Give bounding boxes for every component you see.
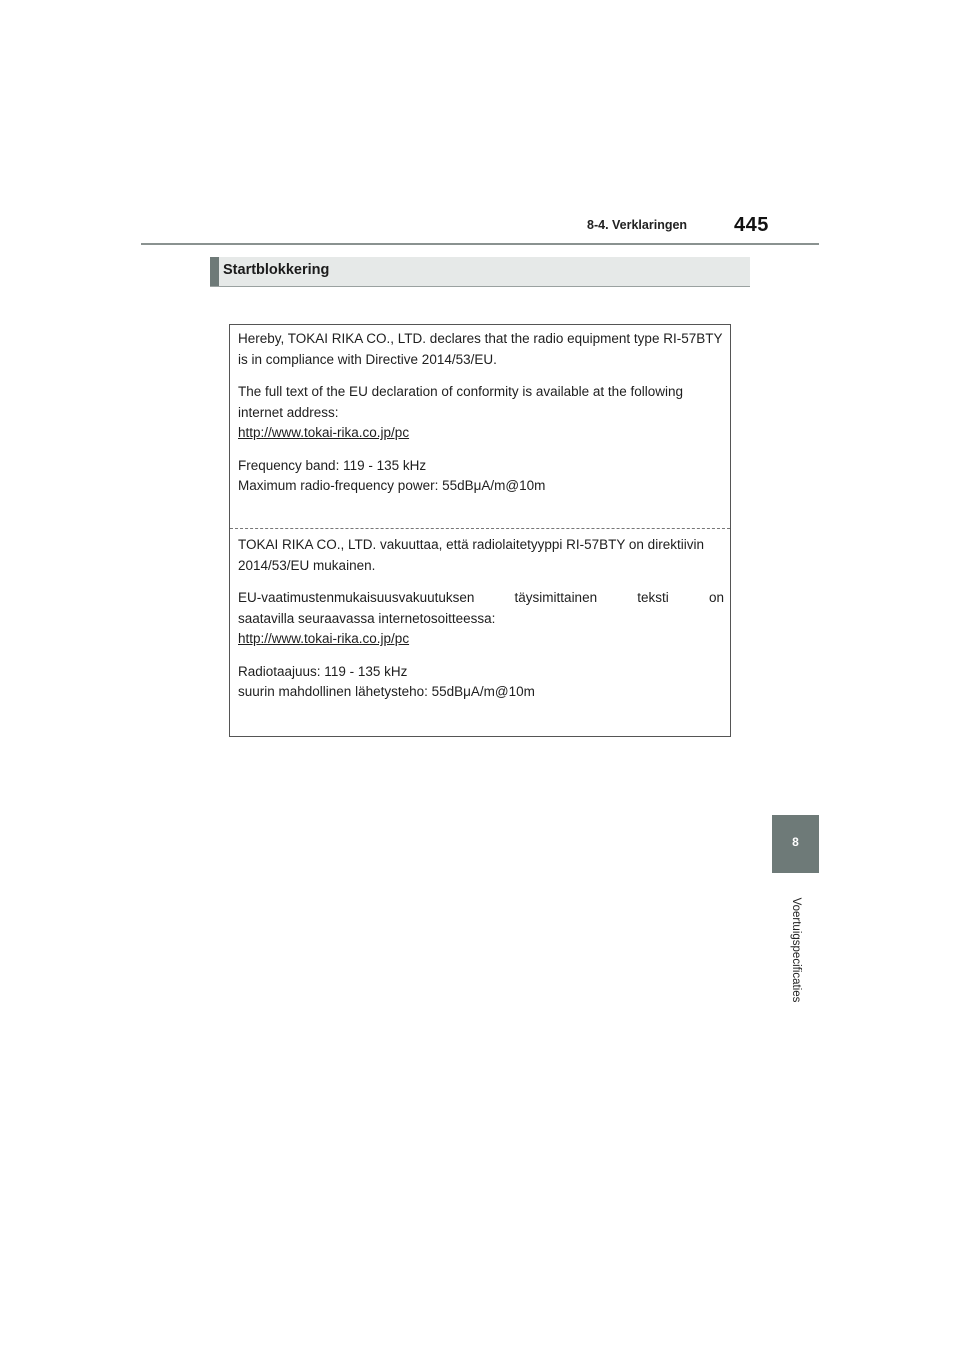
page-number: 445	[734, 214, 769, 236]
max-power-en: Maximum radio-frequency power: 55dBμA/m@10m	[238, 478, 546, 493]
compliance-statement-fi: TOKAI RIKA CO., LTD. vakuuttaa, että radiolaitetyyppi RI-57BTY on direktiivin 2014/53/EU mukainen.	[238, 537, 704, 573]
availability-statement-fi-line2: saatavilla seuraavassa internetosoitteessa:	[238, 610, 496, 626]
availability-statement-fi-line1: EU-vaatimustenmukaisuusvakuutuksen täysimittainen teksti on	[238, 590, 724, 605]
chapter-side-tab[interactable]	[772, 815, 819, 873]
declaration-english	[238, 329, 724, 509]
chapter-number: 8	[792, 835, 799, 849]
compliance-statement-en: Hereby, TOKAI RIKA CO., LTD. declares that the radio equipment type RI-57BTY is in compliance with Directive 2014/53/EU.	[238, 331, 723, 367]
frequency-band-fi: Radiotaajuus: 119 - 135 kHz	[238, 663, 408, 679]
section-heading-accent	[210, 257, 219, 286]
header-divider	[141, 243, 819, 245]
section-title: Startblokkering	[223, 262, 330, 278]
declaration-url-fi[interactable]: http://www.tokai-rika.co.jp/pc	[238, 631, 410, 646]
availability-statement-en: The full text of the EU declaration of conformity is available at the following internet address:	[238, 384, 683, 420]
max-power-fi: suurin mahdollinen lähetysteho: 55dBμA/m@10m	[238, 684, 535, 699]
language-divider	[230, 528, 730, 529]
section-heading-bar	[210, 257, 750, 287]
declaration-finnish	[238, 535, 724, 715]
declaration-of-conformity-box	[229, 324, 731, 737]
chapter-side-label: Voertuigspecificaties	[790, 897, 802, 1003]
chapter-title: 8-4. Verklaringen	[587, 218, 688, 232]
declaration-url-en[interactable]: http://www.tokai-rika.co.jp/pc	[238, 425, 410, 440]
frequency-band-en: Frequency band: 119 - 135 kHz	[238, 457, 427, 473]
